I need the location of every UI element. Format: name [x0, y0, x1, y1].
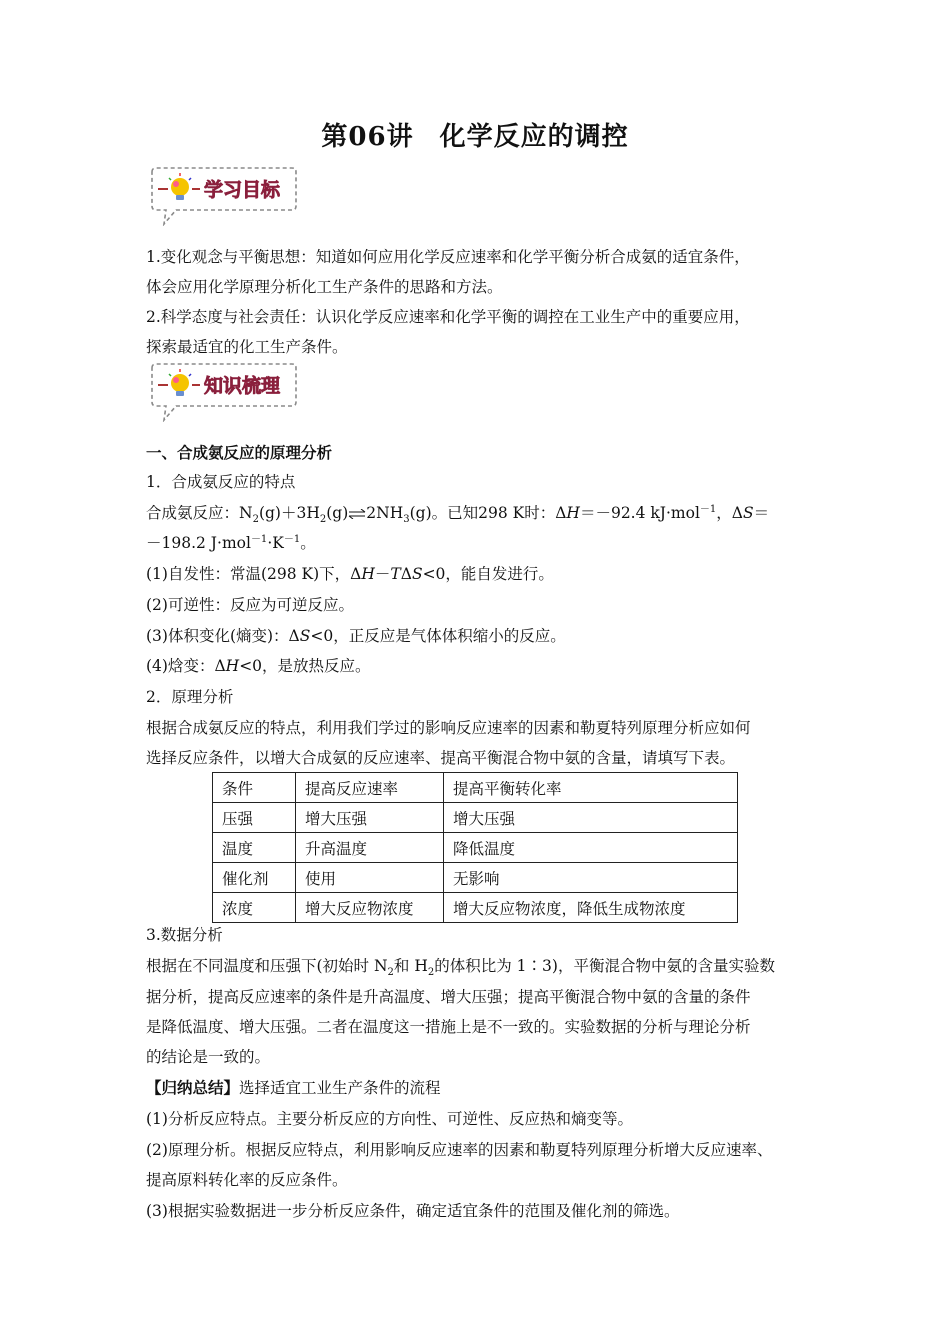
section-heading: 一、合成氨反应的原理分析	[146, 443, 333, 462]
table-cell: 催化剂	[213, 863, 296, 893]
table-cell: 提高反应速率	[296, 773, 444, 803]
table-row	[213, 803, 738, 833]
objective-1-line-1: 1.变化观念与平衡思想：知道如何应用化学反应速率和化学平衡分析合成氨的适宜条件，	[146, 248, 750, 266]
table-cell: 提高平衡转化率	[444, 773, 738, 803]
table-cell: 增大反应物浓度	[296, 893, 444, 923]
point-reversibility: (2)可逆性：反应为可逆反应。	[146, 596, 354, 614]
conditions-table	[212, 772, 738, 923]
table-cell: 增大压强	[296, 803, 444, 833]
objective-2-line-1: 2.科学态度与社会责任：认识化学反应速率和化学平衡的调控在工业生产中的重要应用，	[146, 308, 750, 326]
point-spontaneity: (1)自发性：常温(298 K)下，ΔH－TΔS<0，能自发进行。	[146, 565, 554, 583]
subsection-heading: 1．合成氨反应的特点	[146, 473, 296, 491]
reaction-equation-line: 合成氨反应：$N_2(g)+3H_2(g)$ $2NH_3(g)$。已知298 K时：ΔH＝－92.4 kJ·mol$^{-1}$，ΔS＝	[146, 503, 770, 526]
point-entropy: (3)体积变化(熵变)：ΔS<0，正反应是气体体积缩小的反应。	[146, 627, 566, 645]
summary-step-2-line-1: (2)原理分析。根据反应特点，利用影响反应速率的因素和勒夏特列原理分析增大反应速率、	[146, 1141, 773, 1159]
summary-heading: 【归纳总结】选择适宜工业生产条件的流程	[146, 1078, 441, 1097]
data-analysis-line-3: 是降低温度、增大压强。二者在温度这一措施上是不一致的。实验数据的分析与理论分析	[146, 1018, 751, 1036]
table-cell: 降低温度	[444, 833, 738, 863]
summary-step-3: (3)根据实验数据进一步分析反应条件，确定适宜条件的范围及催化剂的筛选。	[146, 1202, 680, 1220]
table-header-row	[213, 773, 738, 803]
summary-step-2-line-2: 提高原料转化率的反应条件。	[146, 1171, 348, 1189]
knowledge-summary-badge	[146, 362, 300, 422]
table-cell: 增大压强	[444, 803, 738, 833]
table-row	[213, 833, 738, 863]
table-cell: 浓度	[213, 893, 296, 923]
table-cell: 使用	[296, 863, 444, 893]
table-cell: 压强	[213, 803, 296, 833]
data-analysis-line-2: 据分析，提高反应速率的条件是升高温度、增大压强；提高平衡混合物中氨的含量的条件	[146, 988, 751, 1006]
table-cell: 条件	[213, 773, 296, 803]
equilibrium-arrow-icon	[348, 509, 366, 519]
data-analysis-line-1: 根据在不同温度和压强下(初始时 $N_2$和 $H_2$的体积比为 1∶3)，平衡混合物中氨的含量实验数	[146, 957, 775, 979]
point-enthalpy: (4)焓变：ΔH<0，是放热反应。	[146, 657, 371, 675]
table-cell: 增大反应物浓度，降低生成物浓度	[444, 893, 738, 923]
summary-step-1: (1)分析反应特点。主要分析反应的方向性、可逆性、反应热和熵变等。	[146, 1110, 633, 1128]
entropy-value-line: －198.2 $J\cdot mol^{-1}\cdot K^{-1}$。	[146, 533, 316, 552]
objective-2-line-2: 探索最适宜的化工生产条件。	[146, 338, 348, 356]
objective-1-line-2: 体会应用化学原理分析化工生产条件的思路和方法。	[146, 278, 503, 296]
subsection-heading: 3.数据分析	[146, 926, 223, 944]
subsection-heading: 2．原理分析	[146, 688, 234, 706]
page-title	[0, 116, 950, 153]
lecture-title: 化学反应的调控	[439, 122, 629, 152]
table-cell: 温度	[213, 833, 296, 863]
table-cell: 升高温度	[296, 833, 444, 863]
lecture-number: 第06讲	[321, 122, 414, 152]
badge-label: 知识梳理	[204, 376, 281, 397]
data-analysis-line-4: 的结论是一致的。	[146, 1048, 271, 1066]
learning-objectives-badge	[146, 166, 300, 226]
table-cell: 无影响	[444, 863, 738, 893]
table-row	[213, 863, 738, 893]
analysis-line-1: 根据合成氨反应的特点，利用我们学过的影响反应速率的因素和勒夏特列原理分析应如何	[146, 719, 751, 737]
badge-label: 学习目标	[204, 180, 281, 201]
table-row	[213, 893, 738, 923]
analysis-line-2: 选择反应条件，以增大合成氨的反应速率、提高平衡混合物中氨的含量，请填写下表。	[146, 749, 736, 767]
